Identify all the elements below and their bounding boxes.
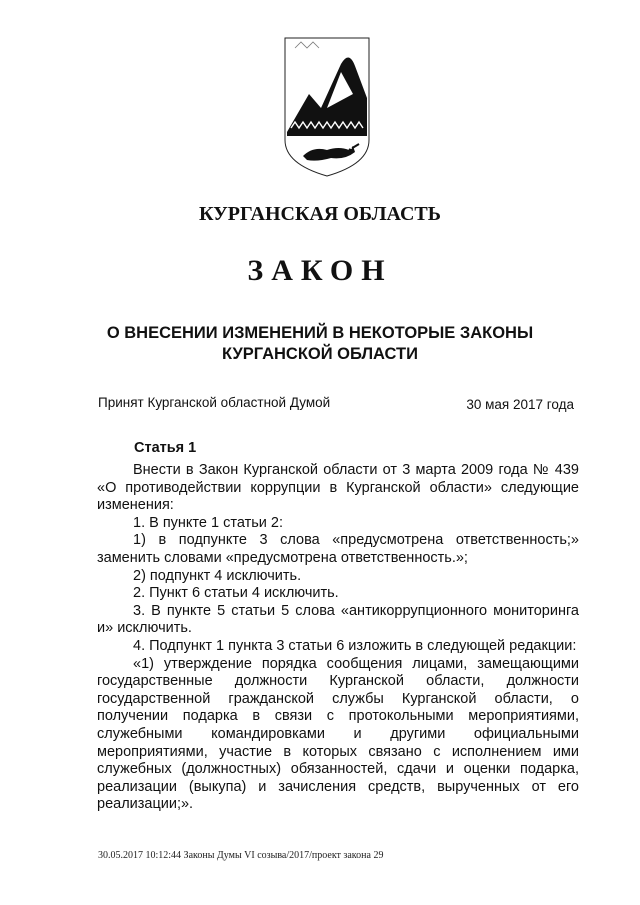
paragraph: 2) подпункт 4 исключить. bbox=[133, 567, 302, 584]
footer-stamp: 30.05.2017 10:12:44 Законы Думы VI созыва/2017/проект закона 29 bbox=[98, 850, 384, 861]
paragraph: 1) в подпункте 3 слова «предусмотрена ответственность;» заменить словами «предусмотрена ответственность.»; bbox=[97, 532, 579, 566]
region-heading: КУРГАНСКАЯ ОБЛАСТЬ bbox=[198, 203, 441, 225]
paragraph: 1. В пункте 1 статьи 2: bbox=[133, 514, 283, 531]
adopted-by: Принят Курганской областной Думой bbox=[98, 395, 331, 410]
law-title-line: О ВНЕСЕНИИ ИЗМЕНЕНИЙ В НЕКОТОРЫЕ ЗАКОНЫ bbox=[106, 324, 534, 342]
article-heading: Статья 1 bbox=[134, 440, 197, 456]
paragraph: 4. Подпункт 1 пункта 3 статьи 6 изложить в следующей редакции: bbox=[133, 637, 577, 654]
article-body bbox=[97, 462, 579, 814]
law-title-line: КУРГАНСКОЙ ОБЛАСТИ bbox=[222, 345, 418, 363]
document-type: ЗАКОН bbox=[247, 254, 393, 287]
paragraph: Внести в Закон Курганской области от 3 марта 2009 года № 439 «О противодействии коррупции в Курганской области» следующие изменения: bbox=[97, 462, 579, 514]
coat-of-arms-icon bbox=[283, 36, 371, 182]
law-title bbox=[0, 323, 640, 365]
paragraph: 2. Пункт 6 статьи 4 исключить. bbox=[133, 585, 339, 602]
paragraph: «1) утверждение порядка сообщения лицами, замещающими государственные должности Курганской области, должности государственной гражданской службы Курганской области, о получении подарка в связи с протокольными мероприятиями, служебными командировками и другими официальными мероприятиями, участие в которых связано с исполнением ими служебных (должностных) обязанностей, сдачи и оценки подарка, реализации (выкупа) и зачисления средств, вырученных от его реализации;». bbox=[97, 655, 579, 813]
adoption-date: 30 мая 2017 года bbox=[466, 397, 574, 412]
paragraph: 3. В пункте 5 статьи 5 слова «антикоррупционного мониторинга и» исключить. bbox=[97, 602, 579, 637]
